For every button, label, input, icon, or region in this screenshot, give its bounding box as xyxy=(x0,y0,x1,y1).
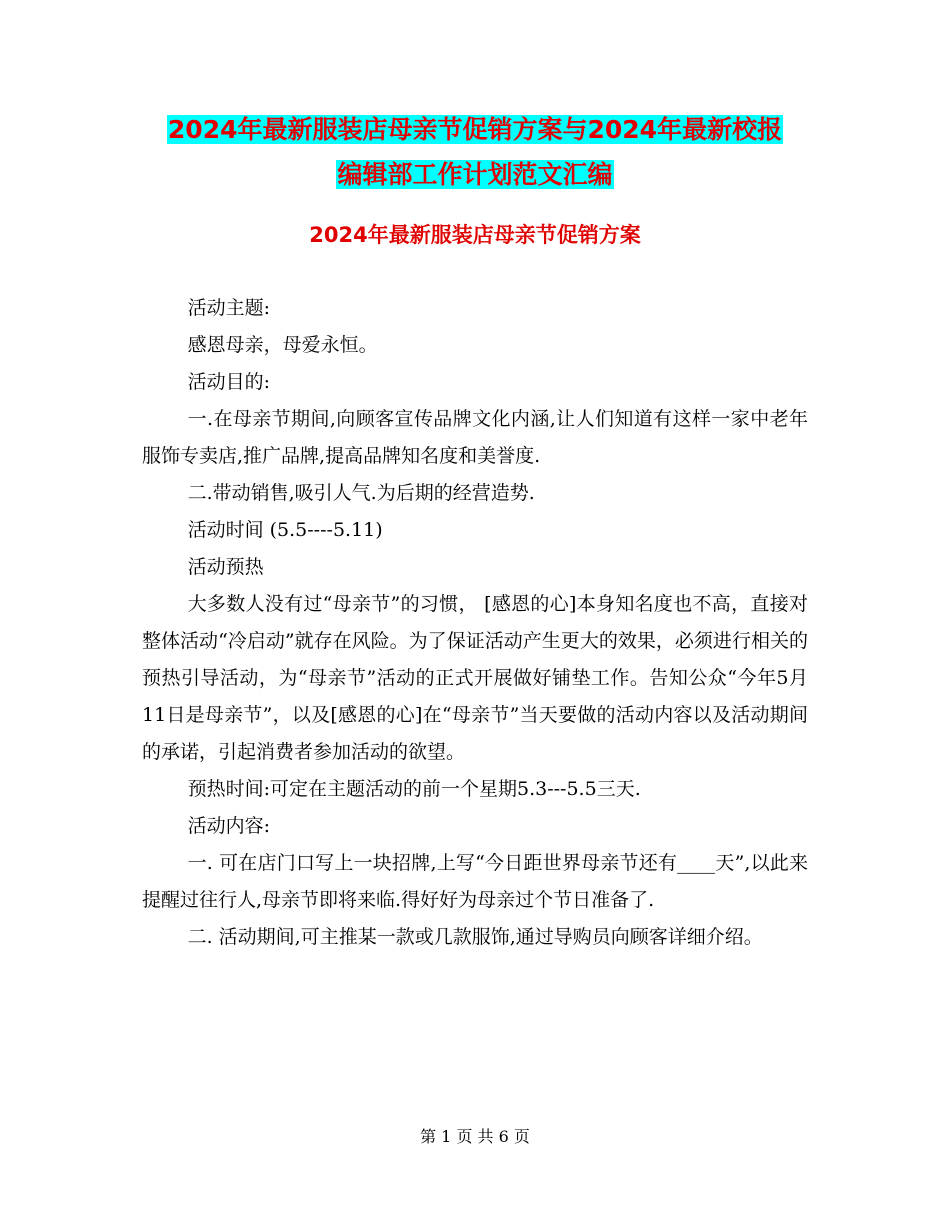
paragraph: 活动预热 xyxy=(187,556,264,578)
paragraph: 一. 可在店门口写上一块招牌,上写“今日距世界母亲节还有____天”,以此来提醒过往行人,母亲节即将来临.得好好为母亲过个节日准备了. xyxy=(142,852,808,911)
section-title: 2024年最新服装店母亲节促销方案 xyxy=(309,223,641,247)
paragraph: 二.带动销售,吸引人气.为后期的经营造势. xyxy=(187,482,535,504)
document-title-line-2 xyxy=(0,157,950,193)
paragraph: 预热时间:可定在主题活动的前一个星期5.3---5.5三天. xyxy=(187,778,641,800)
document-title-line-1 xyxy=(0,112,950,148)
paragraph: 活动时间 (5.5----5.11) xyxy=(187,519,383,541)
paragraph: 活动目的: xyxy=(187,371,270,393)
paragraph: 感恩母亲，母爱永恒。 xyxy=(187,334,378,356)
page-footer: 第 1 页 共 6 页 xyxy=(420,1127,530,1146)
paragraph: 大多数人没有过“母亲节”的习惯， [感恩的心]本身知名度也不高，直接对整体活动“冷启动”就存在风险。为了保证活动产生更大的效果，必须进行相关的预热引导活动，为“母亲节”活动的正式开展做好铺垫工作。告知公众“今年5月11日是母亲节”，以及[感恩的心]在“母亲节”当天要做的活动内容以及活动期间的承诺，引起消费者参加活动的欲望。 xyxy=(142,593,808,763)
document-body xyxy=(142,290,808,956)
paragraph: 活动内容: xyxy=(187,815,270,837)
document-title-text-1: 2024年最新服装店母亲节促销方案与2024年最新校报 xyxy=(167,115,783,144)
paragraph: 一.在母亲节期间,向顾客宣传品牌文化内涵,让人们知道有这样一家中老年服饰专卖店,推广品牌,提高品牌知名度和美誉度. xyxy=(142,408,808,467)
document-title-text-2: 编辑部工作计划范文汇编 xyxy=(337,160,613,189)
paragraph: 二. 活动期间,可主推某一款或几款服饰,通过导购员向顾客详细介绍。 xyxy=(187,926,763,948)
paragraph: 活动主题: xyxy=(187,297,270,319)
